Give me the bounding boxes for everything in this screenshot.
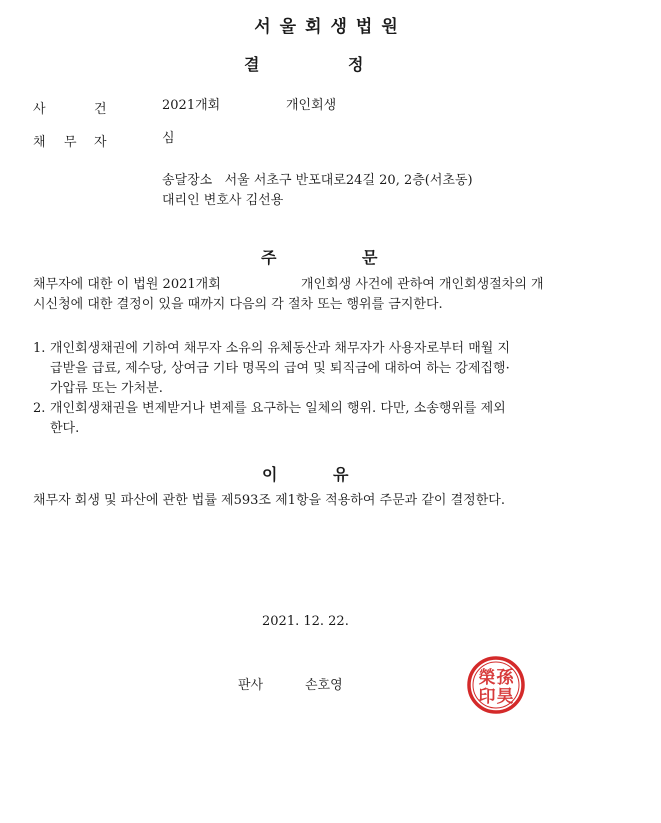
order-intro-line1a: 채무자에 대한 이 법원 2021개회	[33, 277, 221, 292]
order-item-number: 2.	[33, 401, 46, 416]
attorney-line: 대리인 변호사 김선용	[162, 193, 284, 208]
debtor-label-char: 무	[64, 135, 77, 150]
judge-seal-stamp	[466, 655, 526, 715]
order-item-line: 가압류 또는 가처분.	[50, 381, 163, 396]
case-type: 개인회생	[286, 98, 337, 113]
order-item-line: 급받을 급료, 제수당, 상여금 기타 명목의 급여 및 퇴직금에 대하여 하는 강제집행·	[50, 361, 510, 376]
order-heading-left: 주	[261, 248, 277, 267]
judge-title: 판사	[238, 678, 264, 693]
seal-char: 印	[478, 687, 496, 707]
seal-char: 孫	[496, 668, 514, 688]
debtor-name: 심	[162, 131, 175, 146]
reason-text: 채무자 회생 및 파산에 관한 법률 제593조 제1항을 적용하여 주문과 같이 결정한다.	[33, 493, 505, 508]
debtor-label-char: 채	[33, 135, 46, 150]
document-type-right: 정	[348, 55, 364, 74]
case-label-char: 사	[33, 102, 46, 117]
order-intro-line2: 시신청에 대한 결정이 있을 때까지 다음의 각 절차 또는 행위를 금지한다.	[33, 297, 443, 312]
document-type-left: 결	[244, 55, 260, 74]
reason-heading-left: 이	[262, 465, 278, 484]
order-item-line: 한다.	[50, 421, 80, 436]
decision-date: 2021. 12. 22.	[262, 614, 349, 629]
order-heading-right: 문	[362, 248, 378, 267]
court-name: 서울회생법원	[254, 17, 407, 37]
seal-char: 昊	[496, 687, 514, 707]
case-number: 2021개회	[162, 98, 221, 113]
debtor-label-char: 자	[94, 135, 107, 150]
case-label-char: 건	[94, 102, 107, 117]
judge-name: 손호영	[305, 678, 343, 693]
reason-heading-right: 유	[333, 465, 349, 484]
seal-char: 榮	[478, 668, 496, 688]
order-item-line: 개인회생채권을 변제받거나 변제를 요구하는 일체의 행위. 다만, 소송행위를 제외	[50, 401, 506, 416]
delivery-address: 송달장소 서울 서초구 반포대로24길 20, 2층(서초동)	[162, 173, 473, 188]
order-intro-line1b: 개인회생 사건에 관하여 개인회생절차의 개	[301, 277, 544, 292]
order-item-number: 1.	[33, 341, 46, 356]
order-item-line: 개인회생채권에 기하여 채무자 소유의 유체동산과 채무자가 사용자로부터 매월 지	[50, 341, 511, 356]
